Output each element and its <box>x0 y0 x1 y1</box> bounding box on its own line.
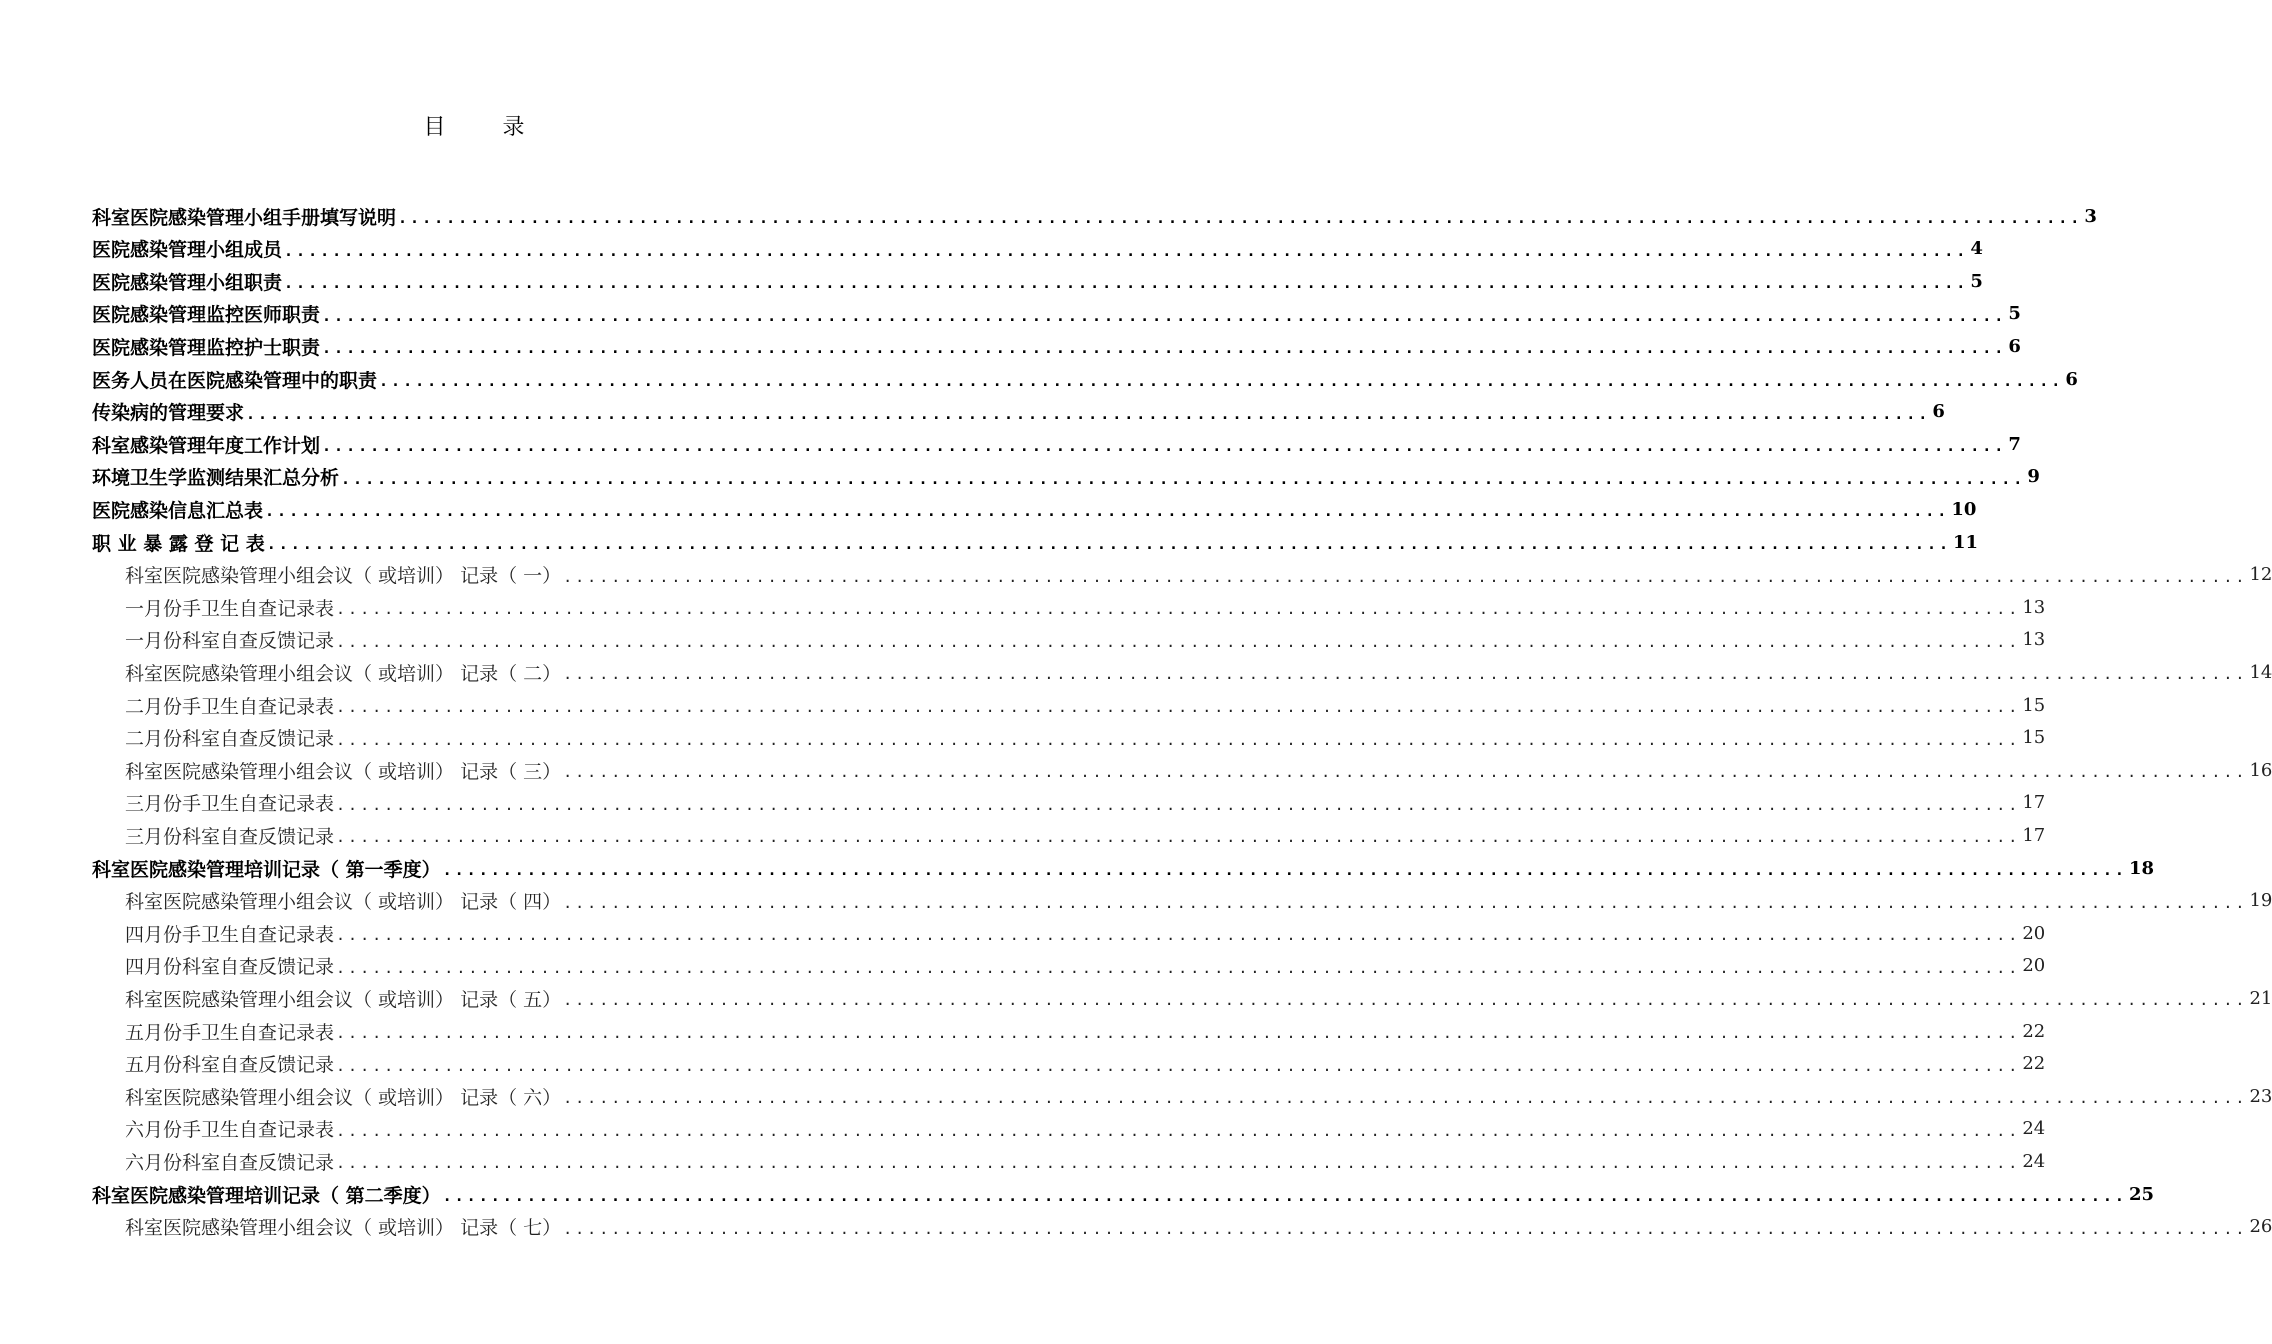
toc-entry-page-number: 17 <box>2022 824 2046 846</box>
toc-entry-label: 三月份手卫生自查记录表 <box>125 793 335 816</box>
toc-dot-leader: ............................................................................................................................................ <box>336 632 2021 651</box>
toc-dot-leader: ............................................................................................................................................ <box>322 437 2007 456</box>
toc-dot-leader: ............................................................................................................................................ <box>398 209 2083 227</box>
toc-entry-page-number: 7 <box>2008 433 2021 455</box>
toc-entry[interactable] <box>92 461 2040 493</box>
toc-entry-page-number: 15 <box>2022 694 2046 716</box>
toc-entry[interactable] <box>92 330 2021 362</box>
toc-entry-label: 传染病的管理要求 <box>92 402 245 425</box>
toc-entry[interactable] <box>92 233 1983 265</box>
toc-entry[interactable] <box>125 559 2272 591</box>
toc-entry-label: 一月份手卫生自查记录表 <box>125 597 335 620</box>
toc-entry-page-number: 6 <box>2065 368 2078 390</box>
toc-dot-leader: ............................................................................................................................................ <box>265 502 1950 521</box>
toc-entry[interactable] <box>125 950 2046 982</box>
toc-dot-leader: ............................................................................................................................................ <box>322 339 2007 358</box>
toc-entry[interactable] <box>125 689 2046 721</box>
toc-title <box>0 110 950 141</box>
toc-entry-label: 科室医院感染管理小组会议（ 或培训） 记录（ 二） <box>125 662 562 685</box>
toc-entry[interactable] <box>125 591 2046 623</box>
toc-entry[interactable] <box>125 754 2272 786</box>
toc-entry[interactable] <box>92 852 2154 884</box>
toc-entry[interactable] <box>125 819 2046 851</box>
toc-dot-leader: ............................................................................................................................................ <box>336 1024 2021 1042</box>
toc-entry[interactable] <box>125 722 2046 754</box>
toc-entry[interactable] <box>125 1015 2046 1047</box>
toc-dot-leader: ............................................................................................................................................ <box>336 600 2021 619</box>
toc-entry-page-number: 4 <box>1970 238 1983 260</box>
toc-entry-label: 五月份科室自查反馈记录 <box>125 1054 335 1077</box>
toc-entry-label: 五月份手卫生自查记录表 <box>125 1021 335 1044</box>
toc-entry-label: 职 业 暴 露 登 记 表 <box>92 532 265 555</box>
toc-entry-label: 二月份手卫生自查记录表 <box>125 695 335 718</box>
toc-title-char-2: 录 <box>502 115 527 140</box>
toc-dot-leader: ............................................................................................................................................ <box>266 535 1952 553</box>
toc-entry-label: 医院感染管理小组成员 <box>92 239 283 262</box>
toc-dot-leader: ............................................................................................................................................ <box>563 893 2248 912</box>
toc-entry-label: 一月份科室自查反馈记录 <box>125 630 335 653</box>
toc-entry-label: 科室医院感染管理小组会议（ 或培训） 记录（ 七） <box>125 1217 562 1240</box>
toc-entry-label: 三月份科室自查反馈记录 <box>125 825 335 848</box>
toc-entry-label: 四月份手卫生自查记录表 <box>125 923 335 946</box>
toc-entry-page-number: 13 <box>2022 629 2046 651</box>
toc-dot-leader: ............................................................................................................................................ <box>563 1219 2248 1238</box>
toc-dot-leader: ............................................................................................................................................ <box>341 469 2026 488</box>
toc-dot-leader: ............................................................................................................................................ <box>322 306 2007 325</box>
toc-dot-leader: ............................................................................................................................................ <box>336 795 2021 814</box>
toc-entry[interactable] <box>125 917 2046 949</box>
toc-entry-page-number: 18 <box>2128 857 2154 879</box>
toc-dot-leader: ............................................................................................................................................ <box>563 665 2248 684</box>
toc-dot-leader: ............................................................................................................................................ <box>563 991 2248 1010</box>
toc-entry-label: 医院感染管理小组职责 <box>92 271 283 294</box>
toc-entry-label: 六月份手卫生自查记录表 <box>125 1119 335 1142</box>
toc-dot-leader: ............................................................................................................................................ <box>442 1187 2127 1205</box>
toc-entry-page-number: 5 <box>2008 303 2021 325</box>
toc-entry[interactable] <box>92 493 1977 525</box>
toc-entry-label: 科室感染管理年度工作计划 <box>92 434 321 457</box>
toc-entry[interactable] <box>125 1048 2046 1080</box>
toc-entry-page-number: 25 <box>2128 1183 2154 1205</box>
toc-entry[interactable] <box>125 624 2046 656</box>
toc-entry[interactable] <box>92 265 1983 297</box>
toc-dot-leader: ............................................................................................................................................ <box>284 274 1969 293</box>
toc-dot-leader: ............................................................................................................................................ <box>336 1154 2021 1173</box>
toc-title-char-1: 目 <box>423 115 448 140</box>
toc-entry-page-number: 24 <box>2022 1118 2046 1140</box>
toc-entry[interactable] <box>125 1080 2272 1112</box>
toc-entry-page-number: 22 <box>2022 1053 2046 1075</box>
toc-entry-page-number: 16 <box>2249 759 2272 781</box>
toc-entry-page-number: 6 <box>1932 401 1945 423</box>
toc-entry[interactable] <box>125 1145 2046 1177</box>
toc-entry-label: 四月份科室自查反馈记录 <box>125 956 335 979</box>
toc-entry[interactable] <box>125 982 2272 1014</box>
toc-entry[interactable] <box>125 787 2046 819</box>
toc-entry-label: 医院感染管理监控护士职责 <box>92 336 321 359</box>
toc-dot-leader: ............................................................................................................................................ <box>336 1056 2021 1075</box>
toc-entry-page-number: 6 <box>2008 335 2021 357</box>
toc-dot-leader: ............................................................................................................................................ <box>336 698 2021 716</box>
toc-entry-page-number: 20 <box>2022 922 2046 944</box>
toc-entry-page-number: 19 <box>2249 890 2272 912</box>
toc-entry-label: 环境卫生学监测结果汇总分析 <box>92 467 340 490</box>
toc-entry-label: 科室医院感染管理小组手册填写说明 <box>92 206 397 229</box>
toc-entry-page-number: 22 <box>2022 1020 2046 1042</box>
toc-entry-page-number: 9 <box>2027 466 2040 488</box>
toc-entry-page-number: 23 <box>2249 1085 2272 1107</box>
toc-entry-label: 科室医院感染管理小组会议（ 或培训） 记录（ 六） <box>125 1086 562 1109</box>
toc-dot-leader: ............................................................................................................................................ <box>336 730 2021 749</box>
toc-entry[interactable] <box>125 1113 2046 1145</box>
toc-dot-leader: ............................................................................................................................................ <box>246 404 1931 423</box>
toc-entry-page-number: 10 <box>1951 498 1977 520</box>
toc-entry[interactable] <box>92 363 2078 395</box>
toc-entry-page-number: 17 <box>2022 792 2046 814</box>
toc-entry[interactable] <box>92 200 2097 232</box>
toc-entry-label: 六月份科室自查反馈记录 <box>125 1151 335 1174</box>
toc-dot-leader: ............................................................................................................................................ <box>563 567 2248 586</box>
toc-dot-leader: ............................................................................................................................................ <box>336 1121 2021 1140</box>
toc-entry-page-number: 3 <box>2084 205 2097 227</box>
toc-entry-label: 科室医院感染管理培训记录（ 第二季度） <box>92 1184 441 1207</box>
toc-entry-page-number: 14 <box>2249 661 2272 683</box>
toc-dot-leader: ............................................................................................................................................ <box>336 958 2021 977</box>
toc-entry[interactable] <box>92 396 1945 428</box>
toc-dot-leader: ............................................................................................................................................ <box>563 1089 2248 1108</box>
toc-entry-label: 医院感染信息汇总表 <box>92 499 264 522</box>
toc-entry-label: 科室医院感染管理小组会议（ 或培训） 记录（ 四） <box>125 891 562 914</box>
toc-entry-label: 科室医院感染管理小组会议（ 或培训） 记录（ 一） <box>125 565 562 588</box>
toc-entry[interactable] <box>125 885 2272 917</box>
toc-entry-page-number: 15 <box>2022 727 2046 749</box>
toc-entry-page-number: 12 <box>2249 564 2272 586</box>
toc-entry-label: 科室医院感染管理培训记录（ 第一季度） <box>92 858 441 881</box>
toc-dot-leader: ............................................................................................................................................ <box>563 763 2248 782</box>
toc-dot-leader: ............................................................................................................................................ <box>284 241 1969 260</box>
toc-entry[interactable] <box>92 298 2021 330</box>
toc-entry[interactable] <box>92 428 2021 460</box>
toc-entry-page-number: 26 <box>2249 1216 2272 1238</box>
toc-entry[interactable] <box>92 526 1979 558</box>
toc-dot-leader: ............................................................................................................................................ <box>336 828 2021 847</box>
toc-entry-page-number: 20 <box>2022 955 2046 977</box>
toc-entry[interactable] <box>92 1178 2154 1210</box>
toc-entry-label: 科室医院感染管理小组会议（ 或培训） 记录（ 三） <box>125 760 562 783</box>
toc-entry-page-number: 5 <box>1970 270 1983 292</box>
toc-dot-leader: ............................................................................................................................................ <box>336 926 2021 945</box>
toc-entry-label: 二月份科室自查反馈记录 <box>125 728 335 751</box>
toc-entry[interactable] <box>125 656 2272 688</box>
toc-entry-label: 医院感染管理监控医师职责 <box>92 304 321 327</box>
toc-dot-leader: ............................................................................................................................................ <box>442 861 2127 879</box>
toc-entry-label: 科室医院感染管理小组会议（ 或培训） 记录（ 五） <box>125 988 562 1011</box>
toc-dot-leader: ............................................................................................................................................ <box>379 372 2064 390</box>
toc-entry-page-number: 24 <box>2022 1150 2046 1172</box>
toc-entry-page-number: 13 <box>2022 596 2046 618</box>
toc-entry-label: 医务人员在医院感染管理中的职责 <box>92 369 378 392</box>
toc-entry-page-number: 21 <box>2249 987 2272 1009</box>
toc-entry-page-number: 11 <box>1953 531 1979 553</box>
toc-entry[interactable] <box>125 1211 2272 1243</box>
